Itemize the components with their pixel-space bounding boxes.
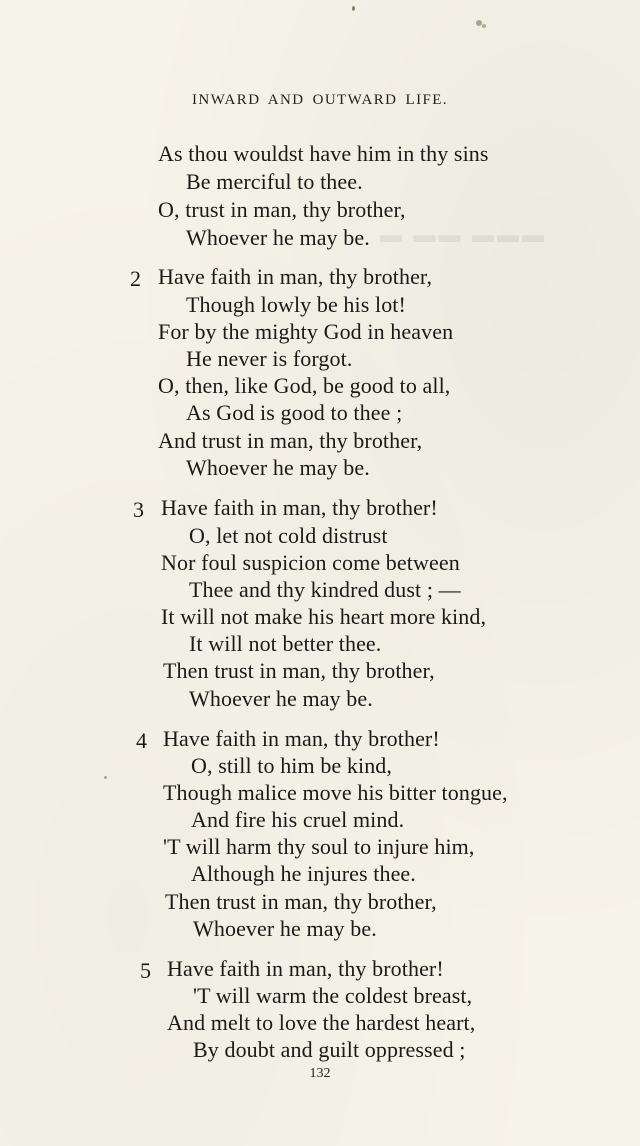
verse-line: Although he injures thee. — [191, 861, 416, 886]
verse-line: Have faith in man, thy brother! — [161, 495, 438, 520]
verse-line: Be merciful to thee. — [186, 169, 363, 194]
stanza-number: 4 — [136, 728, 147, 753]
verse-line: O, then, like God, be good to all, — [158, 373, 451, 398]
verse-line: Then trust in man, thy brother, — [163, 658, 435, 683]
verse-line: He never is forgot. — [186, 346, 353, 371]
verse-line: 'T will warm the coldest breast, — [193, 983, 473, 1008]
verse-line: Then trust in man, thy brother, — [165, 889, 437, 914]
verse-line: Whoever he may be. — [186, 225, 370, 250]
page-number: 132 — [309, 1066, 331, 1081]
verse-line: Whoever he may be. — [186, 455, 370, 480]
verse-line: Thee and thy kindred dust ; — — [189, 577, 461, 602]
verse-line: Have faith in man, thy brother! — [167, 956, 444, 981]
verse-line: As God is good to thee ; — [186, 400, 403, 425]
verse-line: Have faith in man, thy brother, — [158, 264, 433, 289]
verse-line: O, let not cold distrust — [189, 523, 388, 548]
verse-line: As thou wouldst have him in thy sins — [158, 141, 489, 166]
verse-line: And fire his cruel mind. — [191, 807, 405, 832]
verse-line: And trust in man, thy brother, — [158, 428, 423, 453]
ink-speck — [482, 24, 486, 28]
verse-line: 'T will harm thy soul to injure him, — [163, 834, 475, 859]
verse-line: For by the mighty God in heaven — [158, 319, 454, 344]
verse-line: It will not make his heart more kind, — [161, 604, 487, 629]
verse-line: It will not better thee. — [189, 631, 382, 656]
verse-line: O, still to him be kind, — [191, 753, 393, 778]
verse-line: Though lowly be his lot! — [186, 292, 406, 317]
verse-line: Nor foul suspicion come between — [161, 550, 460, 575]
verse-line: Have faith in man, thy brother! — [163, 726, 440, 751]
verse-line: By doubt and guilt oppressed ; — [193, 1037, 466, 1062]
ink-speck — [352, 6, 355, 11]
running-head: INWARD AND OUTWARD LIFE. — [192, 92, 448, 108]
bleed-through-decoration: ▬ ▬▬ ▬▬▬ — [380, 222, 547, 247]
verse-line: Whoever he may be. — [193, 916, 377, 941]
verse-line: Whoever he may be. — [189, 686, 373, 711]
stanza-number: 2 — [130, 266, 141, 291]
stanza-number: 5 — [140, 958, 151, 983]
ink-speck — [104, 776, 107, 779]
verse-line: O, trust in man, thy brother, — [158, 197, 406, 222]
verse-line: Though malice move his bitter tongue, — [163, 780, 508, 805]
verse-line: And melt to love the hardest heart, — [167, 1010, 476, 1035]
stanza-number: 3 — [133, 497, 144, 522]
